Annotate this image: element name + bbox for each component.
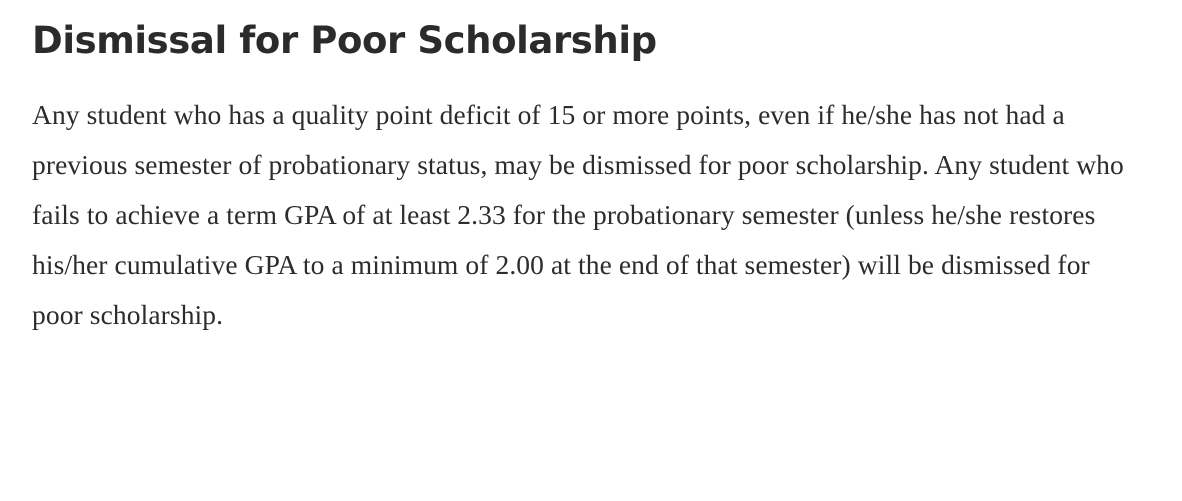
body-paragraph: Any student who has a quality point deficit of 15 or more points, even if he/she has not had a previous semester of probationary status, may be dismissed for poor scholarship. Any student who fails to achieve a term GPA of at least 2.33 for the probationary semester (unless he/she restores his/her cumulative GPA to a minimum of 2.00 at the end of that semester) will be dismissed for poor scholarship. — [32, 99, 1124, 331]
page-title: Dismissal for Poor Scholarship — [32, 19, 657, 62]
